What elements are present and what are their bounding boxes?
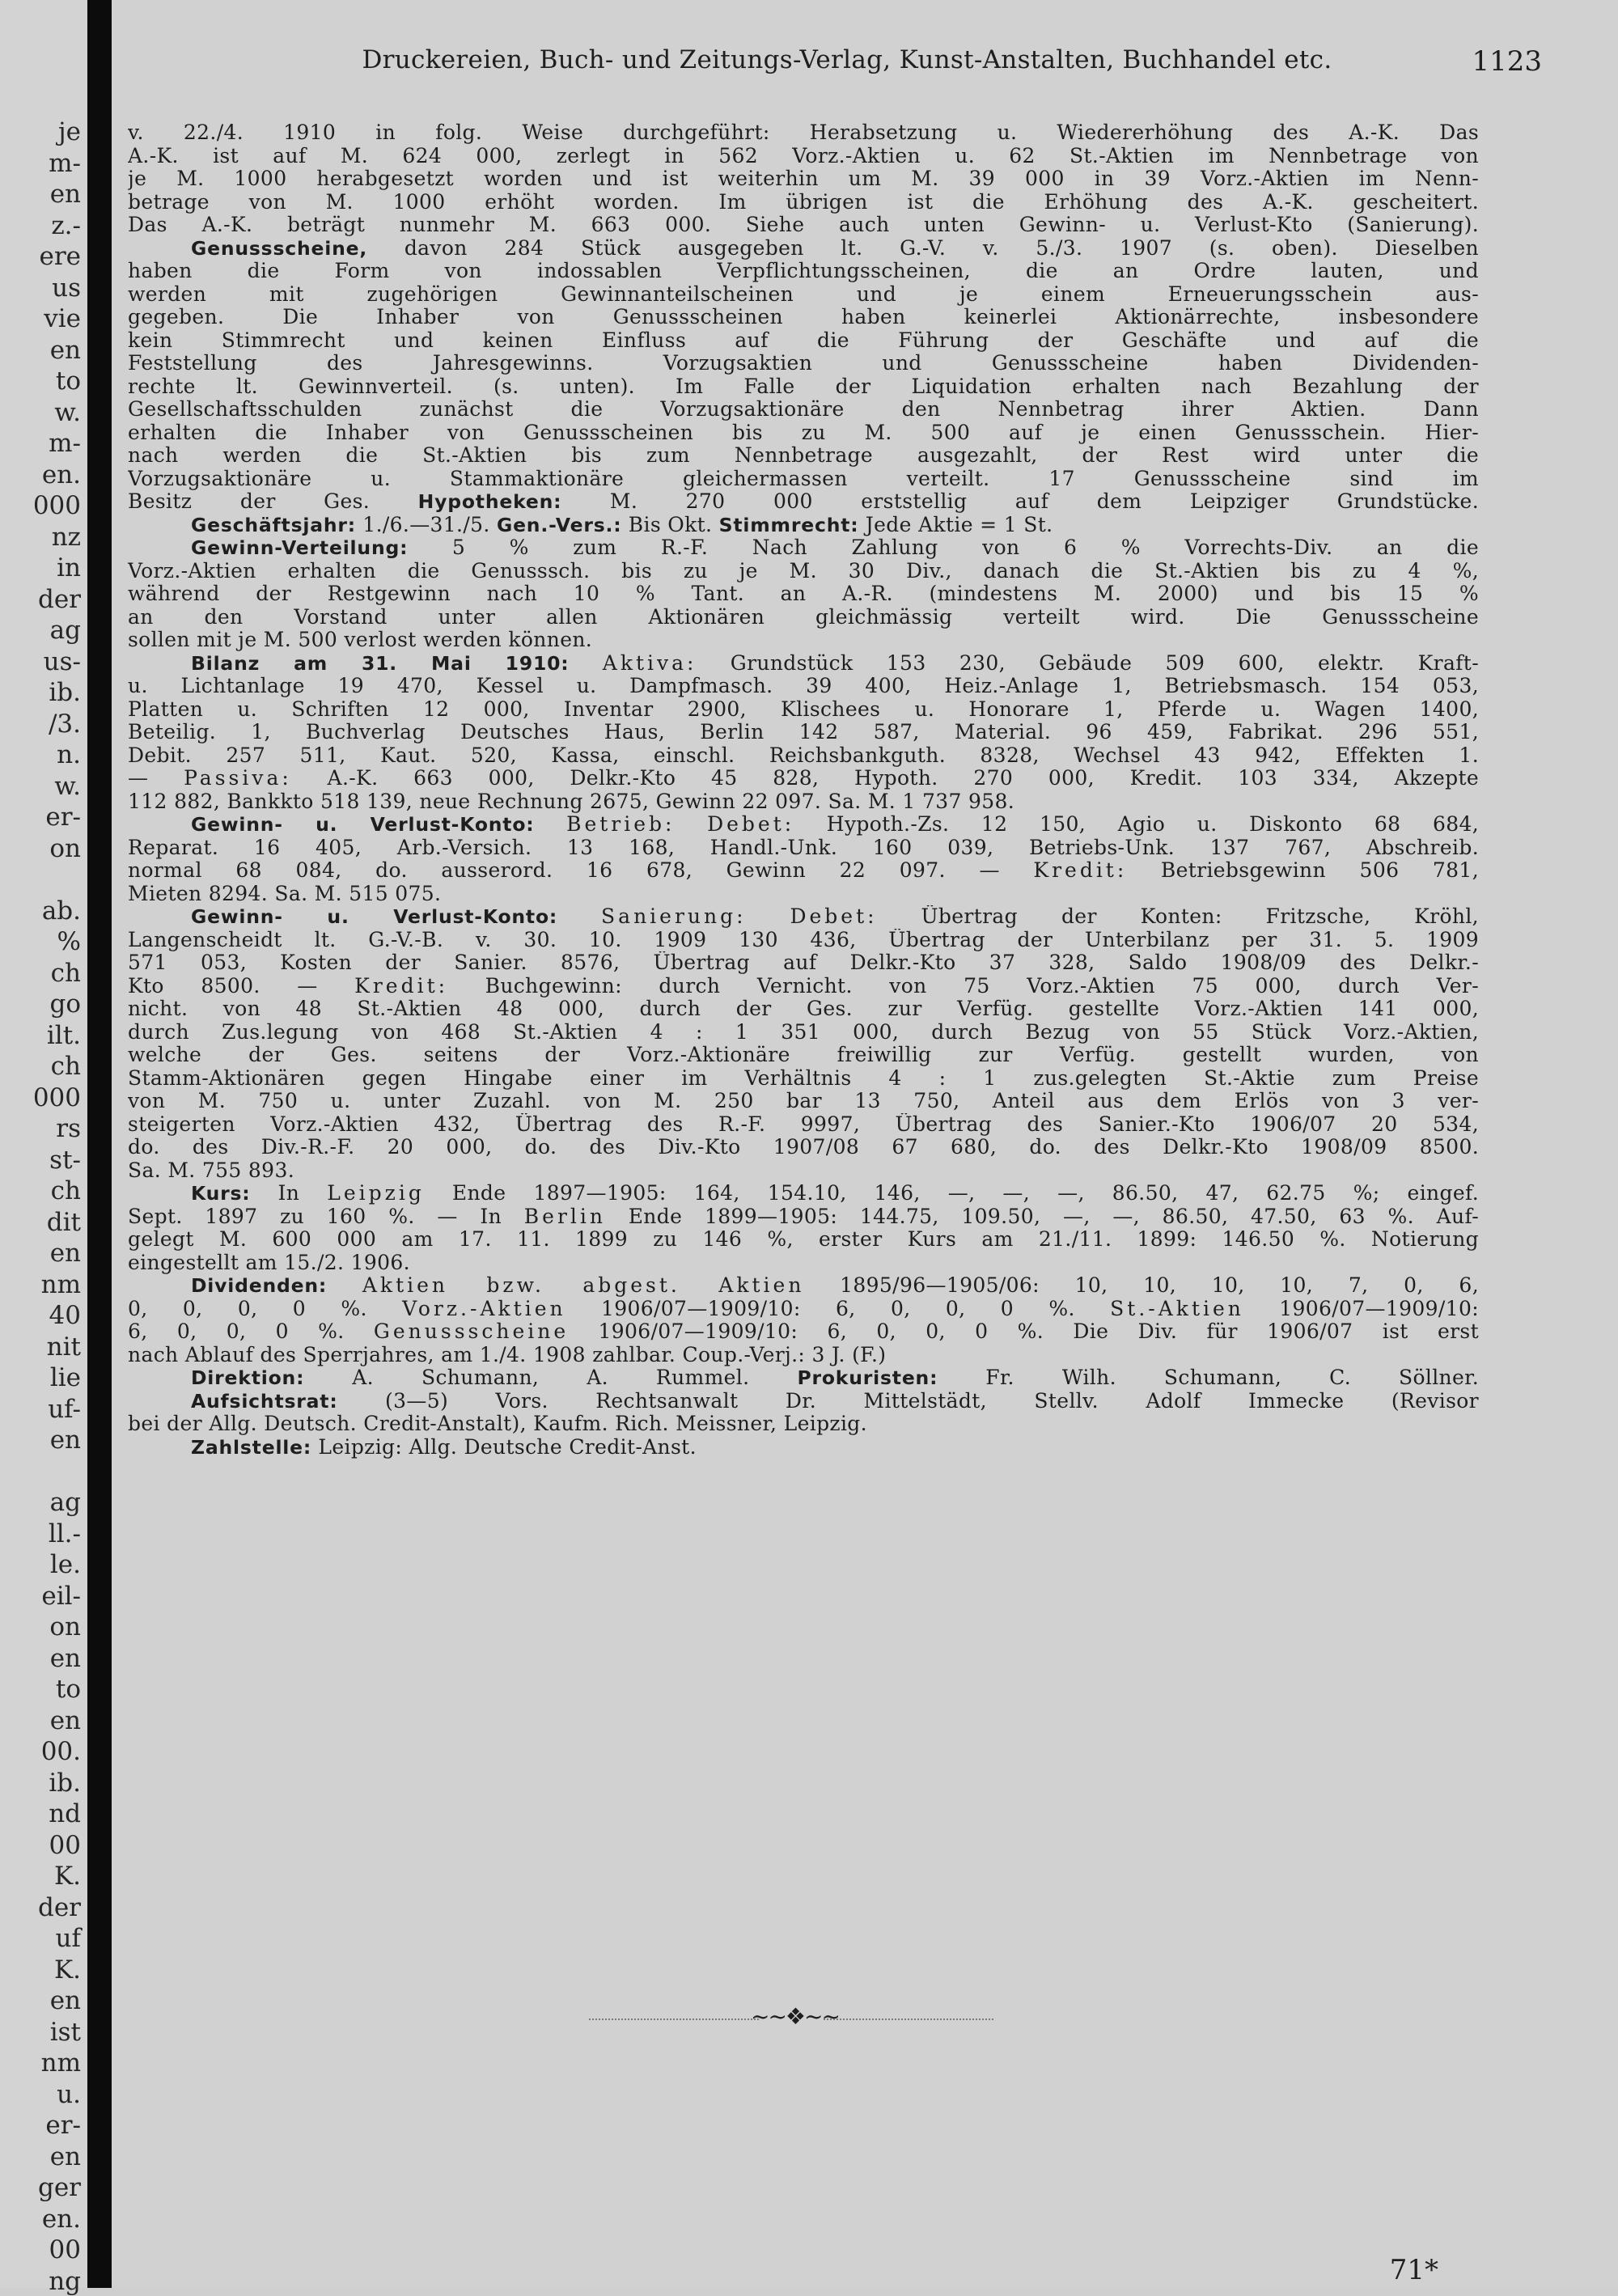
margin-fragment: en <box>49 1705 81 1735</box>
text-run: 5 % zum R.-F. Nach Zahlung von 6 % Vorrechts-Div. an die <box>408 536 1479 559</box>
text-run: Vorz.-Aktien erhalten die Genusssch. bis zu je M. 30 Div., danach die St.-Aktien bis zu 4 %, <box>128 559 1479 582</box>
text-line <box>128 191 1479 214</box>
text-run: Feststellung des Jahresgewinns. Vorzugsaktien und Genussscheine haben Dividenden- <box>128 352 1479 375</box>
margin-fragment: ch <box>50 1176 81 1205</box>
margin-fragment: % <box>57 927 81 956</box>
margin-fragment: der <box>37 1892 81 1922</box>
margin-fragment: z.- <box>51 210 81 240</box>
company-entry-text <box>128 121 1479 1459</box>
text-run: Jede Aktie = 1 St. <box>858 513 1053 536</box>
section-heading: Gen.-Vers.: <box>496 513 622 536</box>
running-head <box>241 45 1542 81</box>
text-line <box>128 606 1479 629</box>
text-line <box>128 352 1479 375</box>
text-run: u. Lichtanlage 19 470, Kessel u. Dampfmasch. 39 400, Heiz.-Anlage 1, Betriebsmasch. 154 053, <box>128 675 1479 697</box>
margin-fragment: us- <box>43 646 81 676</box>
text-line <box>128 698 1479 722</box>
text-line <box>128 744 1479 768</box>
text-line <box>128 675 1479 698</box>
text-run: Stamm-Aktionären gegen Hingabe einer im Verhältnis 4 : 1 zus.gelegten St.-Aktie zum Preise <box>128 1066 1479 1090</box>
text-line <box>128 398 1479 421</box>
text-run: eingestellt am 15./2. 1906. <box>128 1251 410 1274</box>
text-line <box>128 444 1479 468</box>
text-run: bei der Allg. Deutsch. Credit-Anstalt), Kaufm. Rich. Meissner, Leipzig. <box>128 1413 867 1435</box>
text-line <box>128 859 1479 883</box>
text-run: 1./6.—31./5. <box>356 513 497 536</box>
margin-fragment: ilt. <box>46 1020 81 1050</box>
margin-fragment: dit <box>46 1207 81 1237</box>
text-line <box>128 998 1479 1021</box>
margin-fragment: en <box>49 180 81 209</box>
margin-fragment: to <box>55 1675 81 1704</box>
margin-fragment: en <box>49 1643 81 1673</box>
text-run: von M. 750 u. unter Zuzahl. von M. 250 bar 13 750, Anteil aus dem Erlös von 3 ver- <box>128 1090 1479 1112</box>
text-run: Ende 1897—1905: 164, 154.10, 146, —, —, —, 86.50, 47, 62.75 %; eingef. <box>424 1182 1479 1205</box>
document-page <box>112 0 1618 2288</box>
text-run <box>327 1274 362 1297</box>
text-line <box>128 1390 1479 1413</box>
text-line <box>128 1136 1479 1159</box>
signature-mark: 71* <box>1389 2254 1438 2286</box>
spaced-label: Kredit: <box>1033 859 1128 882</box>
spaced-label: Leipzig <box>327 1182 425 1205</box>
section-heading: Aufsichtsrat: <box>191 1389 338 1413</box>
text-line <box>128 721 1479 744</box>
text-run: v. 22./4. 1910 in folg. Weise durchgeführt: Herabsetzung u. Wiedererhöhung des A.-K. Das <box>128 121 1479 144</box>
text-run: Bis Okt. <box>621 513 719 536</box>
text-line <box>128 951 1479 975</box>
text-line <box>128 1320 1479 1344</box>
text-run: Reparat. 16 405, Arb.-Versich. 13 168, Handl.-Unk. 160 039, Betriebs-Unk. 137 767, Abschreib. <box>128 836 1479 859</box>
spaced-label: Genussscheine <box>373 1320 570 1343</box>
previous-page-margin <box>0 0 87 2296</box>
text-line <box>128 237 1479 261</box>
text-run: Übertrag der Konten: Fritzsche, Kröhl, <box>877 905 1479 928</box>
margin-fragment: u. <box>57 2079 81 2109</box>
text-run: 1906/07—1909/10: 6, 0, 0, 0 %. Die Div. für 1906/07 ist erst <box>569 1320 1479 1343</box>
text-run <box>557 905 601 928</box>
text-line <box>128 975 1479 998</box>
text-line <box>128 421 1479 445</box>
margin-fragment: 00. <box>40 1737 81 1766</box>
ornament-glyph: ~~❖~~ <box>751 2003 839 2030</box>
text-run: 0, 0, 0, 0 %. <box>128 1297 403 1320</box>
spaced-label: Aktien bzw. abgest. Aktien <box>362 1274 805 1297</box>
text-line <box>128 905 1479 929</box>
section-heading: Genussscheine, <box>191 236 368 260</box>
margin-fragment: 00 <box>49 1830 81 1860</box>
margin-fragment: nm <box>40 2048 81 2078</box>
spaced-label: Kredit: <box>354 974 449 998</box>
spaced-label: Berlin <box>523 1205 606 1228</box>
text-run: gelegt M. 600 000 am 17. 11. 1899 zu 146 %, erster Kurs am 21./11. 1899: 146.50 %. Notierung <box>128 1228 1479 1251</box>
text-run: Ende 1899—1905: 144.75, 109.50, —, —, 86.50, 47.50, 63 %. Auf- <box>606 1205 1479 1228</box>
section-heading: Geschäftsjahr: <box>191 513 357 536</box>
margin-fragment: nz <box>51 522 81 552</box>
text-run: steigerten Vorz.-Aktien 432, Übertrag des R.-F. 9997, Übertrag des Sanier.-Kto 1906/07 20 534, <box>128 1112 1479 1136</box>
text-run: Betriebsgewinn 506 781, <box>1127 859 1479 882</box>
text-run: erhalten die Inhaber von Genussscheinen bis zu M. 500 auf je einen Genussschein. Hier- <box>128 421 1479 444</box>
margin-fragment: ch <box>50 1052 81 1081</box>
text-line <box>128 790 1479 814</box>
text-line <box>128 1182 1479 1205</box>
margin-fragment: ag <box>49 1488 81 1517</box>
text-run: 1906/07—1909/10: 6, 0, 0, 0 %. <box>565 1297 1111 1320</box>
margin-fragment: lie <box>49 1363 81 1392</box>
text-run: sollen mit je M. 500 verlost werden können. <box>128 629 593 651</box>
text-run: Sept. 1897 zu 160 %. — In <box>128 1205 524 1228</box>
margin-fragment: en. <box>41 460 81 489</box>
margin-fragment: le. <box>49 1550 81 1579</box>
section-heading: Kurs: <box>191 1182 251 1205</box>
spaced-label: St.-Aktien <box>1110 1297 1244 1320</box>
text-run: nach werden die St.-Aktien bis zum Nennbetrage ausgezahlt, der Rest wird unter die <box>128 444 1479 467</box>
margin-fragment: der <box>37 584 81 614</box>
text-run: an den Vorstand unter allen Aktionären gleichmässig verteilt wird. Die Genussscheine <box>128 605 1479 629</box>
text-run: haben die Form von indossablen Verpflichtungsscheinen, die an Ordre lauten, und <box>128 260 1479 282</box>
text-line <box>128 514 1479 537</box>
text-line <box>128 1205 1479 1229</box>
spaced-label: Debet: <box>707 813 795 836</box>
text-run: A. Schumann, A. Rummel. <box>304 1366 798 1389</box>
margin-fragment: st- <box>49 1145 81 1175</box>
margin-fragment: uf <box>55 1924 81 1953</box>
text-line <box>128 1228 1479 1252</box>
text-line <box>128 1021 1479 1044</box>
margin-fragment: /3. <box>48 709 81 739</box>
margin-fragment: nit <box>46 1332 81 1362</box>
margin-fragment: en <box>49 1239 81 1268</box>
text-run: gegeben. Die Inhaber von Genussscheinen haben keinerlei Aktionärrechte, insbesondere <box>128 306 1479 328</box>
margin-fragment: 000 <box>32 1082 81 1112</box>
text-run: do. des Div.-R.-F. 20 000, do. des Div.-Kto 1907/08 67 680, do. des Delkr.-Kto 1908/09 8500. <box>128 1136 1479 1159</box>
margin-fragment: ch <box>50 958 81 988</box>
margin-fragment: 00 <box>49 2235 81 2264</box>
text-line <box>128 1044 1479 1067</box>
margin-fragment: en <box>49 1425 81 1455</box>
text-run: Das A.-K. beträgt nunmehr M. 663 000. Siehe auch unten Gewinn- u. Verlust-Kto (Sanierung). <box>128 214 1479 236</box>
text-line <box>128 306 1479 329</box>
margin-fragment: er- <box>45 2111 81 2140</box>
margin-fragment: je <box>58 117 81 146</box>
text-line <box>128 1436 1479 1459</box>
margin-fragment: K. <box>53 1955 81 1985</box>
text-line <box>128 629 1479 652</box>
text-line <box>128 214 1479 237</box>
text-run: Vorzugsaktionäre u. Stammaktionäre gleichermassen verteilt. 17 Genussscheine sind im <box>128 467 1479 490</box>
binding-gutter <box>87 0 112 2288</box>
margin-fragment: en <box>49 335 81 365</box>
text-run: 112 882, Bankkto 518 139, neue Rechnung 2675, Gewinn 22 097. Sa. M. 1 737 958. <box>128 790 1015 813</box>
margin-fragment: m- <box>49 148 81 178</box>
text-run: Sa. M. 755 893. <box>128 1159 294 1182</box>
text-line <box>128 1252 1479 1275</box>
text-line <box>128 652 1479 676</box>
margin-fragment: go <box>49 989 81 1019</box>
margin-fragment: in <box>57 553 81 582</box>
margin-fragment: en. <box>41 2204 81 2234</box>
text-run: M. 270 000 erststellig auf dem Leipziger Grundstücke. <box>561 490 1479 513</box>
margin-fragment: en <box>49 2141 81 2171</box>
text-line <box>128 145 1479 168</box>
text-run: werden mit zugehörigen Gewinnanteilscheinen und je einem Erneuerungsschein aus- <box>128 282 1479 306</box>
text-run: während der Restgewinn nach 10 % Tant. an A.-R. (mindestens M. 2000) und bis 15 % <box>128 582 1479 605</box>
text-line <box>128 1413 1479 1436</box>
running-title: Druckereien, Buch- und Zeitungs-Verlag, Kunst-Anstalten, Buchhandel etc. <box>362 45 1332 74</box>
margin-fragment: ist <box>49 2017 81 2047</box>
text-run: Besitz der Ges. <box>128 490 418 513</box>
section-heading: Zahlstelle: <box>191 1435 312 1459</box>
margin-fragment: 40 <box>49 1301 81 1330</box>
text-run: Platten u. Schriften 12 000, Inventar 2900, Klischees u. Honorare 1, Pferde u. Wagen 1400, <box>128 697 1479 721</box>
text-run: Debit. 257 511, Kaut. 520, Kassa, einschl. Reichsbankguth. 8328, Wechsel 43 942, Effekten 1. <box>128 743 1479 767</box>
text-line <box>128 582 1479 606</box>
text-run: betrage von M. 1000 erhöht worden. Im übrigen ist die Erhöhung des A.-K. gescheitert. <box>128 190 1479 214</box>
text-run: rechte lt. Gewinnverteil. (s. unten). Im Falle der Liquidation erhalten nach Bezahlung der <box>128 375 1479 398</box>
margin-fragment: eil- <box>41 1581 81 1611</box>
end-ornament <box>589 2003 993 2035</box>
text-run <box>534 813 566 836</box>
section-heading: Gewinn- u. Verlust-Konto: <box>191 813 535 836</box>
spaced-label: Sanierung: <box>601 905 747 928</box>
spaced-label: Passiva: <box>184 767 292 790</box>
text-run: Kto 8500. — <box>128 974 355 998</box>
text-line <box>128 536 1479 560</box>
text-run: Fr. Wilh. Schumann, C. Söllner. <box>938 1366 1479 1389</box>
section-heading: Hypotheken: <box>417 490 562 513</box>
text-line <box>128 1298 1479 1321</box>
text-run: normal 68 084, do. ausserord. 16 678, Gewinn 22 097. — <box>128 859 1034 882</box>
text-run: durch Zus.legung von 468 St.-Aktien 4 : 1 351 000, durch Bezug von 55 Stück Vorz.-Aktien, <box>128 1020 1479 1044</box>
text-line <box>128 883 1479 906</box>
margin-fragment: nd <box>49 1799 81 1828</box>
spaced-label: Aktiva: <box>602 651 697 675</box>
margin-fragment: ger <box>37 2173 81 2202</box>
margin-fragment: ng <box>49 2266 81 2296</box>
text-run: Beteilig. 1, Buchverlag Deutsches Haus, Berlin 142 587, Material. 96 459, Fabrikat. 296 551, <box>128 721 1479 743</box>
margin-fragment: er- <box>45 803 81 832</box>
text-line <box>128 1366 1479 1390</box>
section-heading: Direktion: <box>191 1366 305 1389</box>
text-run: Gesellschaftsschulden zunächst die Vorzugsaktionäre den Nennbetrag ihrer Aktien. Dann <box>128 398 1479 421</box>
section-heading: Dividenden: <box>191 1274 328 1297</box>
text-line <box>128 468 1479 491</box>
text-line <box>128 167 1479 191</box>
text-run: welche der Ges. seitens der Vorz.-Aktionäre freiwillig zur Verfüg. gestellt wurden, von <box>128 1044 1479 1066</box>
margin-fragment: ere <box>39 242 81 271</box>
text-run: A.-K. ist auf M. 624 000, zerlegt in 562 Vorz.-Aktien u. 62 St.-Aktien im Nennbetrage von <box>128 144 1479 167</box>
margin-fragment: w. <box>54 397 81 427</box>
page-number: 1123 <box>1472 45 1542 78</box>
margin-fragment: n. <box>57 740 81 769</box>
text-run: In <box>250 1182 328 1205</box>
margin-fragment: ib. <box>49 1768 81 1798</box>
text-line <box>128 283 1479 307</box>
text-run: davon 284 Stück ausgegeben lt. G.-V. v. 5./3. 1907 (s. oben). Dieselben <box>367 236 1479 260</box>
text-run: Grundstück 153 230, Gebäude 509 600, elektr. Kraft- <box>697 651 1479 675</box>
text-line <box>128 560 1479 583</box>
spaced-label: Betrieb: <box>566 813 676 836</box>
section-heading: Bilanz am 31. Mai 1910: <box>191 651 570 675</box>
text-run <box>675 813 707 836</box>
section-heading: Gewinn- u. Verlust-Konto: <box>191 905 558 928</box>
text-line <box>128 813 1479 837</box>
margin-fragment: uf- <box>48 1394 81 1424</box>
text-line <box>128 1159 1479 1183</box>
margin-fragment: w. <box>54 771 81 801</box>
section-heading: Stimmrecht: <box>718 513 859 536</box>
margin-fragment: 000 <box>32 491 81 520</box>
text-line <box>128 837 1479 860</box>
margin-fragment: ib. <box>49 678 81 707</box>
text-run: nicht. von 48 St.-Aktien 48 000, durch der Ges. zur Verfüg. gestellte Vorz.-Aktien 141 000, <box>128 998 1479 1020</box>
text-run <box>569 652 602 675</box>
text-run: — <box>128 767 184 790</box>
text-run: 6, 0, 0, 0 %. <box>128 1320 374 1343</box>
spaced-label: Debet: <box>790 905 878 928</box>
text-run: Mieten 8294. Sa. M. 515 075. <box>128 882 442 905</box>
margin-fragment: rs <box>56 1114 81 1143</box>
text-line <box>128 929 1479 952</box>
text-run <box>747 905 790 928</box>
text-run: 571 053, Kosten der Sanier. 8576, Übertrag auf Delkr.-Kto 37 328, Saldo 1908/09 des Delkr.- <box>128 951 1479 974</box>
text-run: kein Stimmrecht und keinen Einfluss auf die Führung der Geschäfte und auf die <box>128 328 1479 352</box>
margin-fragment: to <box>55 366 81 396</box>
text-run: (3—5) Vors. Rechtsanwalt Dr. Mittelstädt, Stellv. Adolf Immecke (Revisor <box>337 1389 1479 1413</box>
margin-fragment: K. <box>53 1862 81 1891</box>
text-line <box>128 375 1479 399</box>
text-line <box>128 260 1479 283</box>
margin-fragment: us <box>52 273 81 303</box>
text-line <box>128 767 1479 790</box>
text-line <box>128 490 1479 514</box>
text-line <box>128 121 1479 145</box>
text-run: Buchgewinn: durch Vernicht. von 75 Vorz.-Aktien 75 000, durch Ver- <box>448 974 1479 998</box>
text-line <box>128 1274 1479 1298</box>
text-run: je M. 1000 herabgesetzt worden und ist weiterhin um M. 39 000 in 39 Vorz.-Aktien im Nenn- <box>128 167 1479 190</box>
margin-fragment: on <box>49 833 81 863</box>
text-line <box>128 329 1479 353</box>
text-run: A.-K. 663 000, Delkr.-Kto 45 828, Hypoth. 270 000, Kredit. 103 334, Akzepte <box>291 767 1479 790</box>
text-run: 1895/96—1905/06: 10, 10, 10, 10, 7, 0, 6, <box>804 1274 1479 1297</box>
margin-fragment: ll.- <box>48 1519 81 1548</box>
text-run: nach Ablauf des Sperrjahres, am 1./4. 1908 zahlbar. Coup.-Verj.: 3 J. (F.) <box>128 1343 887 1366</box>
text-run: Hypoth.-Zs. 12 150, Agio u. Diskonto 68 684, <box>794 813 1479 836</box>
section-heading: Gewinn-Verteilung: <box>191 536 409 559</box>
text-run: Langenscheidt lt. G.-V.-B. v. 30. 10. 1909 130 436, Übertrag der Unterbilanz per 31. 5. 1909 <box>128 928 1479 951</box>
margin-fragment: ag <box>49 616 81 645</box>
margin-fragment: vie <box>44 304 81 333</box>
text-line <box>128 1113 1479 1137</box>
margin-fragment: nm <box>40 1269 81 1299</box>
margin-fragment: m- <box>49 429 81 458</box>
text-line <box>128 1090 1479 1113</box>
text-run: 1906/07—1909/10: <box>1243 1297 1479 1320</box>
margin-fragment: on <box>49 1612 81 1642</box>
margin-fragment: ab. <box>41 896 81 926</box>
section-heading: Prokuristen: <box>797 1366 938 1389</box>
margin-fragment: en <box>49 1986 81 2015</box>
text-run: Leipzig: Allg. Deutsche Credit-Anst. <box>311 1435 697 1459</box>
spaced-label: Vorz.-Aktien <box>402 1297 566 1320</box>
text-line <box>128 1344 1479 1367</box>
text-line <box>128 1067 1479 1091</box>
